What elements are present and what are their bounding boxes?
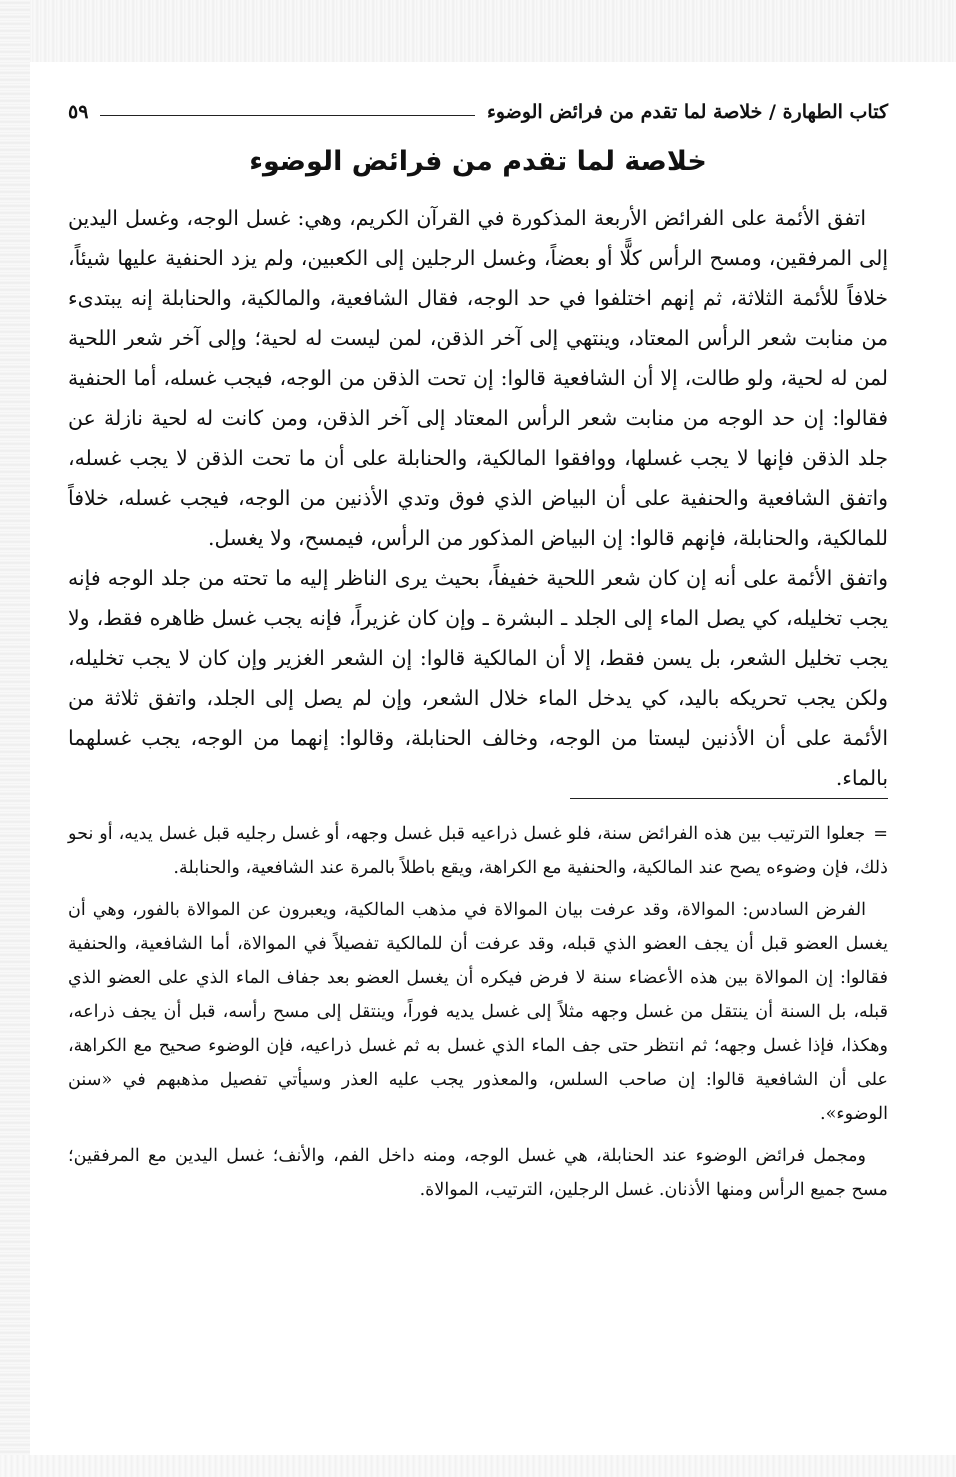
footnote-separator bbox=[570, 798, 888, 799]
running-title: كتاب الطهارة / خلاصة لما تقدم من فرائض الوضوء bbox=[486, 101, 888, 123]
running-header bbox=[68, 92, 888, 132]
page-number: ٥٩ bbox=[68, 101, 89, 123]
footnote-1 bbox=[68, 817, 888, 885]
footnotes bbox=[68, 817, 888, 1207]
footnote-3: ومجمل فرائض الوضوء عند الحنابلة، هي غسل الوجه، ومنه داخل الفم، والأنف؛ غسل اليدين مع المرفقين؛ مسح جميع الرأس ومنها الأذنان. غسل الرجلين، الترتيب، الموالاة. bbox=[68, 1146, 888, 1200]
body-paragraph-1: اتفق الأئمة على الفرائض الأربعة المذكورة في القرآن الكريم، وهي: غسل الوجه، وغسل اليدين إلى المرفقين، ومسح الرأس كلًّا أو بعضاً، وغسل الرجلين إلى الكعبين، ولم يزد الحنفية عليها شيئاً، خلافاً للأئمة الثلاثة، ثم إنهم اختلفوا في حد الوجه، فقال الشافعية، والمالكية، والحنابلة إنه يبتدىء من منابت شعر الرأس المعتاد، وينتهي إلى آخر الذقن، لمن ليست له لحية؛ وإلى آخر شعر اللحية لمن له لحية، ولو طالت، إلا أن الشافعية قالوا: إن تحت الذقن من الوجه، فيجب غسله، أما الحنفية فقالوا: إن حد الوجه من منابت شعر الرأس المعتاد إلى آخر الذقن، ومن كانت له لحية نازلة عن جلد الذقن فإنها لا يجب غسلها، ووافقوا المالكية، والحنابلة على أن ما تحت الذقن لا يجب غسله، واتفق الشافعية والحنفية على أن البياض الذي فوق وتدي الأذنين من الوجه، فيجب غسله، خلافاً للمالكية، والحنابلة، فإنهم قالوا: إن البياض المذكور من الرأس، فيمسح، ولا يغسل. bbox=[68, 206, 888, 550]
footnote-2: الفرض السادس: الموالاة، وقد عرفت بيان الموالاة في مذهب المالكية، ويعبرون عن الموالاة بالفور، وهي أن يغسل العضو قبل أن يجف العضو الذي قبله، وقد عرفت أن للمالكية تفصيلاً في الموالاة، أما الشافعية، والحنفية فقالوا: إن الموالاة بين هذه الأعضاء سنة لا فرض فيكره أن يغسل العضو بعد جفاف الماء الذي على العضو الذي قبله، بل السنة أن ينتقل من غسل وجهه مثلاً إلى غسل يديه فوراً، وينتقل إلى مسح رأسه، قبل أن يجف ذراعه، وهكذا، فإذا غسل وجهه؛ ثم انتظر حتى جف الماء الذي غسل به ثم غسل ذراعيه، فإن الوضوء صحيح مع الكراهة، على أن الشافعية قالوا: إن صاحب السلس، والمعذور يجب عليه العذر وسيأتي تفصيل مذهبهم في «سنن الوضوء». bbox=[68, 900, 888, 1124]
book-page bbox=[68, 92, 888, 1207]
main-text bbox=[68, 198, 888, 798]
chapter-title: خلاصة لما تقدم من فرائض الوضوء bbox=[249, 146, 707, 177]
scan-bottom-edge bbox=[0, 1455, 956, 1477]
header-rule bbox=[100, 115, 475, 116]
scan-left-edge bbox=[0, 0, 30, 1477]
scan-top-edge bbox=[0, 0, 956, 62]
body-paragraph-2: واتفق الأئمة على أنه إن كان شعر اللحية خفيفاً، بحيث يرى الناظر إليه ما تحته من جلد الوجه فإنه يجب تخليله، كي يصل الماء إلى الجلد ـ البشرة ـ وإن كان غزيراً، فإنه يجب غسل ظاهره فقط، ولا يجب تخليل الشعر، بل يسن فقط، إلا أن المالكية قالوا: إن الشعر الغزير وإن كان لا يجب تخليله، ولكن يجب تحريكه باليد، كي يدخل الماء خلال الشعر، وإن لم يصل إلى الجلد، واتفق ثلاثة من الأئمة على أن الأذنين ليستا من الوجه، وخالف الحنابلة، وقالوا: إنهما من الوجه، يجب غسلهما بالماء. bbox=[68, 566, 888, 790]
continuation-mark: = bbox=[873, 824, 888, 844]
footnote-1-text: جعلوا الترتيب بين هذه الفرائض سنة، فلو غسل ذراعيه قبل غسل وجهه، أو غسل رجليه قبل غسل يديه، أو نحو ذلك، فإن وضوءه يصح عند المالكية، والحنفية مع الكراهة، ويقع باطلاً بالمرة عند الشافعية، والحنابلة. bbox=[68, 824, 888, 878]
